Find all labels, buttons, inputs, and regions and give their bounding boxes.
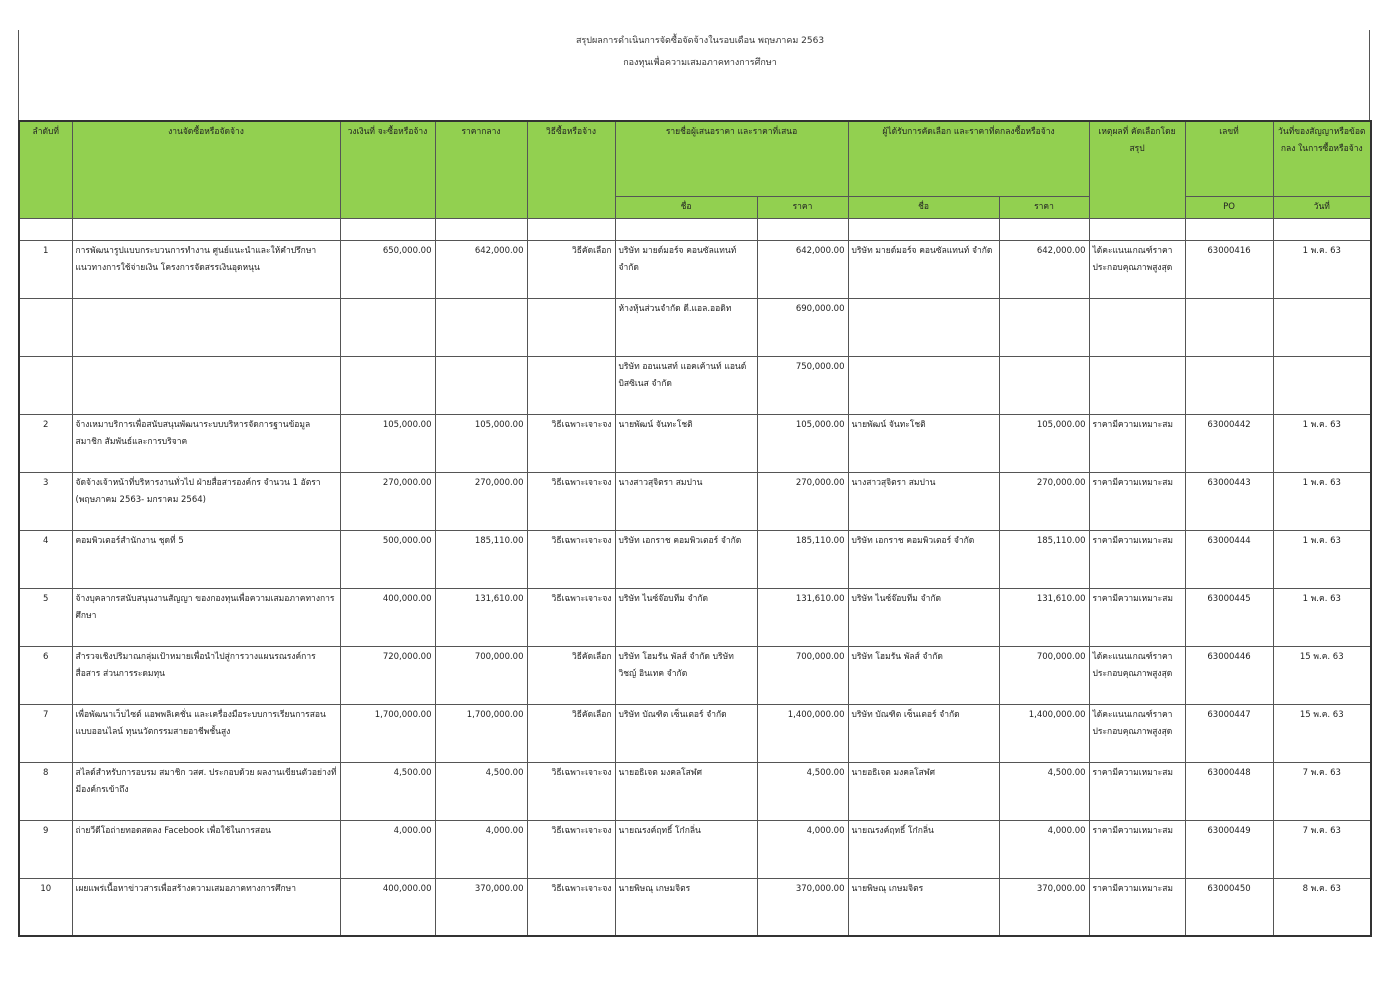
cell-method: วิธีเฉพาะเจาะจง [527, 878, 615, 936]
cell-bidder-name: นายณรงค์ฤทธิ์ โก๋กลิ่น [615, 820, 757, 878]
cell-item [72, 298, 340, 356]
cell-po: 63000443 [1185, 472, 1273, 530]
cell-bidder-name: นางสาวสุจิตรา สมปาน [615, 472, 757, 530]
header-bidders: รายชื่อผู้เสนอราคา และราคาที่เสนอ [615, 121, 848, 196]
header-median-price: ราคากลาง [435, 121, 527, 218]
table-row [19, 472, 1371, 530]
cell-budget: 105,000.00 [340, 414, 435, 472]
cell-date [1273, 356, 1371, 414]
cell-item: การพัฒนารูปแบบกระบวนการทำงาน ศูนย์แนะนำและให้คำปรึกษาแนวทางการใช้จ่ายเงิน โครงการจัดสรรเงินอุดหนุน [72, 240, 340, 298]
table-row [19, 240, 1371, 298]
cell-bidder-price: 131,610.00 [757, 588, 848, 646]
cell-seq: 6 [19, 646, 72, 704]
cell-budget [340, 356, 435, 414]
cell-method: วิธีคัดเลือก [527, 704, 615, 762]
cell-item: จ้างเหมาบริการเพื่อสนับสนุนพัฒนาระบบบริหารจัดการฐานข้อมูลสมาชิก สัมพันธ์และการบริจาค [72, 414, 340, 472]
cell-reason [1089, 298, 1185, 356]
cell-budget [340, 298, 435, 356]
table-row [19, 704, 1371, 762]
cell-median-price: 1,700,000.00 [435, 704, 527, 762]
cell-reason: ราคามีความเหมาะสม [1089, 530, 1185, 588]
cell-winner-name: นายณรงค์ฤทธิ์ โก๋กลิ่น [848, 820, 999, 878]
cell-seq [19, 356, 72, 414]
cell-seq: 3 [19, 472, 72, 530]
cell-winner-name: บริษัท ไนซ์จ๊อบทีม จำกัด [848, 588, 999, 646]
cell-winner-price: 700,000.00 [999, 646, 1089, 704]
header-seq: ลำดับที่ [19, 121, 72, 218]
cell-bidder-name: บริษัท ออนเนสท์ แอคเค้านท์ แอนด์ บิสซิเนส จำกัด [615, 356, 757, 414]
cell-bidder-name: นายพิษณุ เกษมจิตร [615, 878, 757, 936]
cell-bidder-price: 750,000.00 [757, 356, 848, 414]
cell-median-price: 370,000.00 [435, 878, 527, 936]
cell-bidder-price: 370,000.00 [757, 878, 848, 936]
header-winner-name: ชื่อ [848, 196, 999, 218]
cell-seq: 5 [19, 588, 72, 646]
cell-winner-price: 131,610.00 [999, 588, 1089, 646]
cell-budget: 650,000.00 [340, 240, 435, 298]
cell-po: 63000444 [1185, 530, 1273, 588]
cell-winner-name: นายอธิเจต มงคลโสฬศ [848, 762, 999, 820]
cell-bidder-name: นายอธิเจต มงคลโสฬศ [615, 762, 757, 820]
table-row [19, 356, 1371, 414]
table-row [19, 530, 1371, 588]
cell-winner-price: 270,000.00 [999, 472, 1089, 530]
cell-po: 63000442 [1185, 414, 1273, 472]
cell-budget: 270,000.00 [340, 472, 435, 530]
cell-method: วิธีคัดเลือก [527, 646, 615, 704]
cell-item [72, 356, 340, 414]
cell-po [1185, 356, 1273, 414]
cell-po: 63000416 [1185, 240, 1273, 298]
cell-reason: ราคามีความเหมาะสม [1089, 820, 1185, 878]
cell-budget: 4,000.00 [340, 820, 435, 878]
cell-winner-price: 1,400,000.00 [999, 704, 1089, 762]
cell-bidder-price: 185,110.00 [757, 530, 848, 588]
cell-bidder-price: 700,000.00 [757, 646, 848, 704]
header-po: PO [1185, 196, 1273, 218]
cell-median-price [435, 298, 527, 356]
cell-median-price: 642,000.00 [435, 240, 527, 298]
cell-reason: ราคามีความเหมาะสม [1089, 588, 1185, 646]
cell-bidder-name: บริษัท บัณฑิต เซ็นเตอร์ จำกัด [615, 704, 757, 762]
cell-date: 8 พ.ค. 63 [1273, 878, 1371, 936]
cell-reason: ราคามีความเหมาะสม [1089, 472, 1185, 530]
cell-reason: ราคามีความเหมาะสม [1089, 878, 1185, 936]
table-row [19, 820, 1371, 878]
cell-winner-name: นายพัฒน์ จันทะโชติ [848, 414, 999, 472]
header-number: เลขที่ [1185, 121, 1273, 196]
cell-date: 7 พ.ค. 63 [1273, 762, 1371, 820]
cell-reason: ราคามีความเหมาะสม [1089, 762, 1185, 820]
cell-seq: 4 [19, 530, 72, 588]
cell-item: จ้างบุคลากรสนับสนุนงานสัญญา ของกองทุนเพื่อความเสมอภาคทางการศึกษา [72, 588, 340, 646]
header-bidder-name: ชื่อ [615, 196, 757, 218]
spacer-row [19, 218, 1371, 240]
cell-item: เพื่อพัฒนาเว็บไซต์ แอพพลิเคชั่น และเครื่องมือระบบการเรียนการสอนแบบออนไลน์ ทุนนวัตกรรมสายอาชีพชั้นสูง [72, 704, 340, 762]
cell-date: 1 พ.ค. 63 [1273, 240, 1371, 298]
header-contract-date: วันที่ของสัญญาหรือข้อต กลง ในการซื้อหรือจ้าง [1273, 121, 1371, 196]
cell-method [527, 298, 615, 356]
cell-seq: 1 [19, 240, 72, 298]
cell-winner-name: บริษัท มายด์มอร์จ คอนซัลแทนท์ จำกัด [848, 240, 999, 298]
cell-method: วิธีเฉพาะเจาะจง [527, 472, 615, 530]
cell-item: จัดจ้างเจ้าหน้าที่บริหารงานทั่วไป ฝ่ายสื่อสารองค์กร จำนวน 1 อัตรา (พฤษภาคม 2563- มกราคม 2564) [72, 472, 340, 530]
cell-median-price: 185,110.00 [435, 530, 527, 588]
cell-median-price [435, 356, 527, 414]
cell-winner-price [999, 356, 1089, 414]
cell-budget: 500,000.00 [340, 530, 435, 588]
cell-po: 63000446 [1185, 646, 1273, 704]
cell-bidder-name: บริษัท เอกราช คอมพิวเตอร์ จำกัด [615, 530, 757, 588]
procurement-table [18, 120, 1372, 937]
cell-reason: ได้คะแนนเกณฑ์ราคาประกอบคุณภาพสูงสุด [1089, 704, 1185, 762]
cell-item: สไลด์สำหรับการอบรม สมาชิก วสศ. ประกอบด้วย ผลงานเขียนตัวอย่างที่มีองค์กรเข้าถึง [72, 762, 340, 820]
cell-bidder-price: 690,000.00 [757, 298, 848, 356]
cell-seq: 2 [19, 414, 72, 472]
cell-median-price: 270,000.00 [435, 472, 527, 530]
cell-po: 63000447 [1185, 704, 1273, 762]
table-row [19, 878, 1371, 936]
cell-winner-price: 4,500.00 [999, 762, 1089, 820]
cell-bidder-name: ห้างหุ้นส่วนจำกัด ดี.แอล.ออดิท [615, 298, 757, 356]
cell-median-price: 4,000.00 [435, 820, 527, 878]
cell-method: วิธีเฉพาะเจาะจง [527, 820, 615, 878]
cell-bidder-price: 270,000.00 [757, 472, 848, 530]
cell-reason [1089, 356, 1185, 414]
cell-bidder-name: บริษัท โฮมรัน พัลส์ จำกัด บริษัท วิชญ์ อินเทค จำกัด [615, 646, 757, 704]
cell-winner-name [848, 298, 999, 356]
cell-date: 1 พ.ค. 63 [1273, 414, 1371, 472]
cell-winner-name: นางสาวสุจิตรา สมปาน [848, 472, 999, 530]
cell-bidder-name: นายพัฒน์ จันทะโชติ [615, 414, 757, 472]
cell-winner-price: 642,000.00 [999, 240, 1089, 298]
cell-bidder-price: 4,500.00 [757, 762, 848, 820]
cell-po: 63000449 [1185, 820, 1273, 878]
header-bidder-price: ราคา [757, 196, 848, 218]
cell-budget: 400,000.00 [340, 878, 435, 936]
cell-date: 15 พ.ค. 63 [1273, 646, 1371, 704]
cell-item: สำรวจเชิงปริมาณกลุ่มเป้าหมายเพื่อนำไปสู่การวางแผนรณรงค์การสื่อสาร ส่วนการระดมทุน [72, 646, 340, 704]
cell-median-price: 700,000.00 [435, 646, 527, 704]
cell-budget: 400,000.00 [340, 588, 435, 646]
cell-bidder-name: บริษัท มายด์มอร์จ คอนซัลแทนท์ จำกัด [615, 240, 757, 298]
header-reason: เหตุผลที่ คัดเลือกโดยสรุป [1089, 121, 1185, 218]
cell-seq [19, 298, 72, 356]
cell-winner-price: 370,000.00 [999, 878, 1089, 936]
cell-reason: ได้คะแนนเกณฑ์ราคาประกอบคุณภาพสูงสุด [1089, 240, 1185, 298]
report-subtitle: กองทุนเพื่อความเสมอภาคทางการศึกษา [623, 58, 777, 68]
cell-bidder-price: 1,400,000.00 [757, 704, 848, 762]
cell-bidder-price: 642,000.00 [757, 240, 848, 298]
cell-winner-price: 105,000.00 [999, 414, 1089, 472]
cell-item: คอมพิวเตอร์สำนักงาน ชุดที่ 5 [72, 530, 340, 588]
cell-seq: 7 [19, 704, 72, 762]
cell-method [527, 356, 615, 414]
header-winner: ผู้ได้รับการคัดเลือก และราคาที่ตกลงซื้อหรือจ้าง [848, 121, 1089, 196]
cell-seq: 9 [19, 820, 72, 878]
cell-winner-price: 185,110.00 [999, 530, 1089, 588]
cell-date [1273, 298, 1371, 356]
cell-date: 1 พ.ค. 63 [1273, 472, 1371, 530]
table-row [19, 646, 1371, 704]
cell-po [1185, 298, 1273, 356]
cell-winner-name: นายพิษณุ เกษมจิตร [848, 878, 999, 936]
cell-budget: 720,000.00 [340, 646, 435, 704]
cell-median-price: 131,610.00 [435, 588, 527, 646]
header-date: วันที่ [1273, 196, 1371, 218]
cell-winner-name [848, 356, 999, 414]
cell-method: วิธีเฉพาะเจาะจง [527, 588, 615, 646]
cell-date: 1 พ.ค. 63 [1273, 530, 1371, 588]
cell-winner-name: บริษัท โฮมรัน พัลส์ จำกัด [848, 646, 999, 704]
cell-po: 63000448 [1185, 762, 1273, 820]
cell-po: 63000450 [1185, 878, 1273, 936]
cell-reason: ได้คะแนนเกณฑ์ราคาประกอบคุณภาพสูงสุด [1089, 646, 1185, 704]
cell-bidder-name: บริษัท ไนซ์จ๊อบทีม จำกัด [615, 588, 757, 646]
cell-seq: 8 [19, 762, 72, 820]
report-title: สรุปผลการดำเนินการจัดซื้อจัดจ้างในรอบเดือน พฤษภาคม 2563 [575, 36, 825, 46]
cell-reason: ราคามีความเหมาะสม [1089, 414, 1185, 472]
cell-date: 15 พ.ค. 63 [1273, 704, 1371, 762]
header-budget: วงเงินที่ จะซื้อหรือจ้าง [340, 121, 435, 218]
table-row [19, 414, 1371, 472]
cell-bidder-price: 4,000.00 [757, 820, 848, 878]
table-row [19, 588, 1371, 646]
cell-median-price: 105,000.00 [435, 414, 527, 472]
header-winner-price: ราคา [999, 196, 1089, 218]
table-row [19, 298, 1371, 356]
cell-budget: 4,500.00 [340, 762, 435, 820]
cell-item: ถ่ายวีดีโอถ่ายทอดสดลง Facebook เพื่อใช้ในการสอน [72, 820, 340, 878]
cell-item: เผยแพร่เนื้อหาข่าวสารเพื่อสร้างความเสมอภาคทางการศึกษา [72, 878, 340, 936]
cell-date: 1 พ.ค. 63 [1273, 588, 1371, 646]
cell-winner-name: บริษัท เอกราช คอมพิวเตอร์ จำกัด [848, 530, 999, 588]
header-method: วิธีซื้อหรือจ้าง [527, 121, 615, 218]
cell-method: วิธีเฉพาะเจาะจง [527, 762, 615, 820]
cell-winner-name: บริษัท บัณฑิต เซ็นเตอร์ จำกัด [848, 704, 999, 762]
header-item: งานจัดซื้อหรือจัดจ้าง [72, 121, 340, 218]
table-row [19, 762, 1371, 820]
cell-seq: 10 [19, 878, 72, 936]
cell-po: 63000445 [1185, 588, 1273, 646]
cell-method: วิธีคัดเลือก [527, 240, 615, 298]
cell-winner-price [999, 298, 1089, 356]
cell-budget: 1,700,000.00 [340, 704, 435, 762]
cell-date: 7 พ.ค. 63 [1273, 820, 1371, 878]
cell-method: วิธีเฉพาะเจาะจง [527, 530, 615, 588]
cell-bidder-price: 105,000.00 [757, 414, 848, 472]
cell-median-price: 4,500.00 [435, 762, 527, 820]
cell-winner-price: 4,000.00 [999, 820, 1089, 878]
cell-method: วิธีเฉพาะเจาะจง [527, 414, 615, 472]
